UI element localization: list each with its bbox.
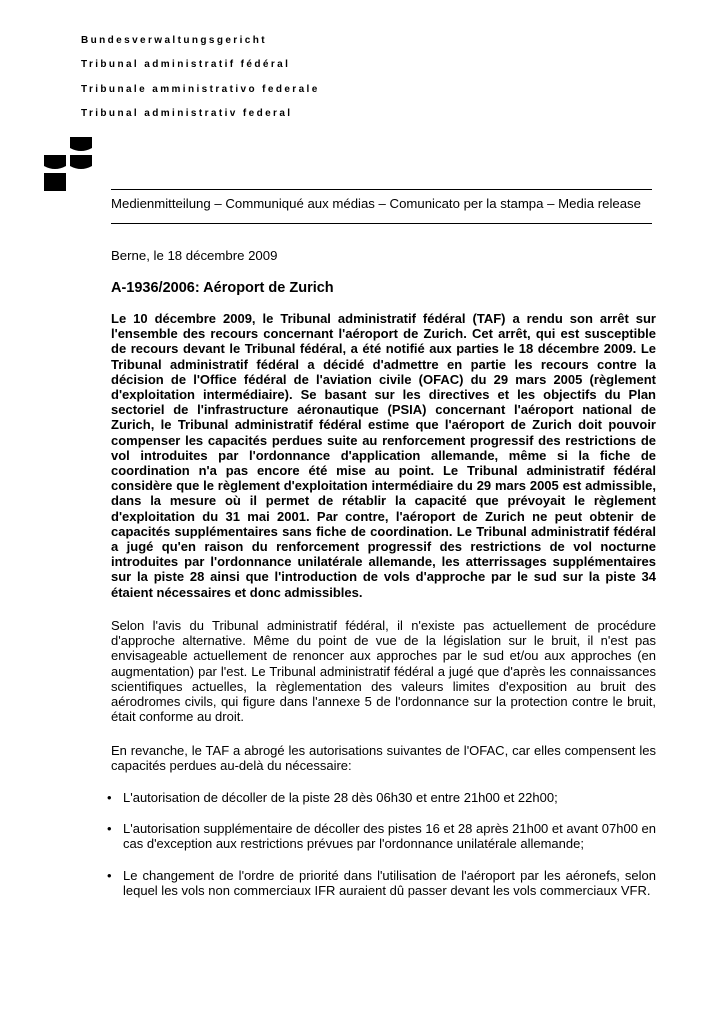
court-name-german: Bundesverwaltungsgericht (81, 35, 267, 46)
paragraph-3: En revanche, le TAF a abrogé les autorisations suivantes de l'OFAC, car elles compensent les capacités perdues au-delà du nécessaire: (111, 743, 656, 774)
list-item: • Le changement de l'ordre de priorité dans l'utilisation de l'aéroport par les aéronefs, selon lequel les vols non commerciaux IFR auraient dû passer devant les vols commerciaux VFR. (103, 868, 656, 898)
revoked-authorisations-list (103, 790, 656, 914)
lead-paragraph: Le 10 décembre 2009, le Tribunal administratif fédéral (TAF) a rendu son arrêt sur l'ensemble des recours concernant l'aéroport de Zurich. Cet arrêt, qui est susceptible de recours devant le Tribunal fédéral, a été notifié aux parties le 18 décembre 2009. Le Tribunal administratif fédéral a décidé d'admettre en partie les recours contre la décision de l'Office fédéral de l'aviation civile (OFAC) du 29 mars 2005 (règlement d'exploitation intermédiaire). Se basant sur les directives et les objectifs du Plan sectoriel de l'infrastructure aéronautique (PSIA) concernant l'aéroport national de Zurich, le Tribunal administratif fédéral estime que l'aéroport de Zurich doit pouvoir compenser les capacités perdues suite au renforcement progressif des restrictions de vol introduites par l'ordonnance d'application allemande, même si la fiche de coordination n'a pas encore été mise au point. Le Tribunal administratif fédéral considère que le règlement d'exploitation intermédiaire du 29 mars 2005 est admissible, dans la mesure où il permet de rétablir la capacité que prévoyait le règlement d'exploitation du 31 mai 2001. Par contre, l'aéroport de Zurich ne peut obtenir de capacités supplémentaires sans fiche de coordination. Le Tribunal administratif fédéral a jugé qu'en raison du renforcement progressif des restrictions de vol nocturne introduites par l'ordonnance unilatérale allemande, les atterrissages supplémentaires sur la piste 28 ainsi que l'introduction de vols d'approche par le sud sur la piste 34 étaient nécessaires et donc admissibles. (111, 311, 656, 600)
list-item: • L'autorisation supplémentaire de décoller des pistes 16 et 28 après 21h00 et avant 07h00 en cas d'exception aux restrictions prévues par l'ordonnance unilatérale allemande; (103, 821, 656, 851)
media-release-header: Medienmitteilung – Communiqué aux médias – Comunicato per la stampa – Media release (111, 196, 641, 211)
court-logo (44, 137, 92, 191)
top-divider (111, 189, 652, 190)
court-name-romansh: Tribunal administrativ federal (81, 108, 293, 119)
list-item: • L'autorisation de décoller de la piste 28 dès 06h30 et entre 21h00 et 22h00; (103, 790, 656, 805)
court-name-french: Tribunal administratif fédéral (81, 59, 291, 70)
document-title: A-1936/2006: Aéroport de Zurich (111, 280, 334, 296)
bottom-divider (111, 223, 652, 224)
date-line: Berne, le 18 décembre 2009 (111, 248, 278, 263)
paragraph-2: Selon l'avis du Tribunal administratif fédéral, il n'existe pas actuellement de procédure d'approche alternative. Même du point de vue de la législation sur le bruit, il n'est pas envisageable actuellement de renoncer aux approches par le sud et/ou aux approches (en augmentation) par l'est. Le Tribunal administratif fédéral a jugé que d'après les connaissances scientifiques actuelles, la règlementation des valeurs limites d'exposition au bruit des aérodromes civils, qui figure dans l'annexe 5 de l'ordonnance sur la protection contre le bruit, était conforme au droit. (111, 618, 656, 725)
court-name-italian: Tribunale amministrativo federale (81, 84, 320, 95)
